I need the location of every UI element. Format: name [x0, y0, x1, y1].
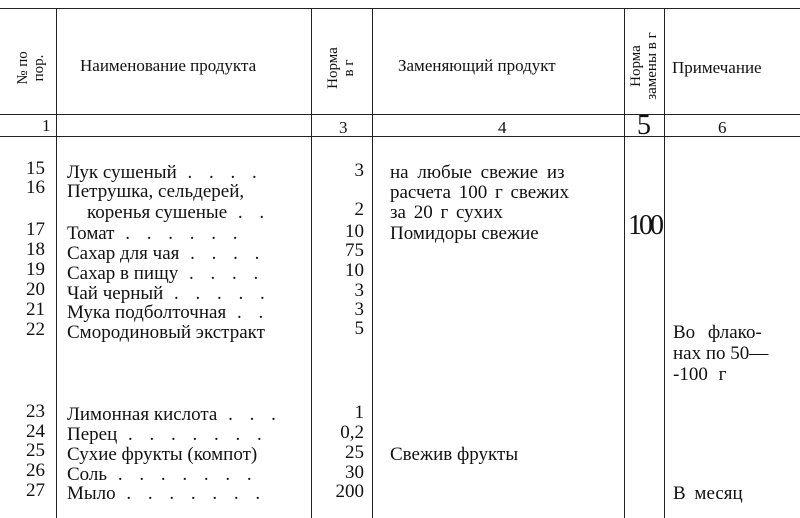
product-name: Перец . . . . . . .: [67, 424, 268, 445]
row-number: 25: [26, 440, 45, 461]
replacement-line3: за 20 г сухих: [390, 202, 503, 223]
norm-value: 5: [354, 318, 364, 339]
product-name: Сухие фрукты (компот): [67, 444, 258, 465]
norm-value: 0,2: [340, 422, 364, 443]
header-col5-line2: замены в г: [644, 32, 660, 100]
product-name: Мука подболточная . .: [67, 302, 270, 323]
product-name: Лимонная кислота . . .: [67, 404, 282, 425]
header-col1-line1: № по: [15, 51, 31, 85]
replacement-tomato: Помидоры свежие: [390, 223, 539, 244]
product-name: Петрушка, сельдерей,: [67, 181, 245, 202]
header-rule: [0, 114, 800, 115]
product-name: Лук сушеный . . . .: [67, 162, 263, 183]
header-col5-line1: Норма: [628, 45, 644, 87]
product-name: Сахар в пищу . . . .: [67, 263, 265, 284]
product-name: Чай черный . . . . .: [67, 283, 271, 304]
row-number: 17: [26, 219, 45, 240]
product-name: Смородиновый экстракт: [67, 322, 265, 343]
replacement-fruit: Свежив фрукты: [390, 444, 519, 465]
header-col3: [325, 23, 357, 113]
colnum-1: 1: [42, 116, 51, 135]
header-col1-line2: пор.: [31, 54, 47, 82]
row-number: 18: [26, 239, 45, 260]
top-rule: [0, 8, 800, 9]
header-col3-line2: в г: [341, 59, 357, 77]
norm-value: 3: [354, 299, 364, 320]
note-flask-3: -100 г: [673, 364, 727, 385]
replacement-line1: на любые свежие из: [390, 162, 565, 183]
header-col1: [15, 23, 47, 113]
row-number: 23: [26, 401, 45, 422]
row-number: 15: [26, 158, 45, 179]
row-number: 20: [26, 279, 45, 300]
note-flask-1: Во флако-: [673, 322, 762, 343]
numbers-rule: [0, 136, 800, 137]
product-name: коренья сушеные . .: [87, 202, 271, 223]
row-number: 21: [26, 299, 45, 320]
norm-value: 10: [345, 260, 364, 281]
colnum-4: 4: [498, 118, 507, 137]
note-flask-2: нах по 50—: [673, 343, 769, 364]
col-divider-4: [624, 8, 625, 518]
col-divider-5: [664, 8, 665, 518]
row-number: 16: [26, 177, 45, 198]
product-name: Томат . . . . . .: [67, 223, 244, 244]
row-number: 24: [26, 421, 45, 442]
header-col4: Заменяющий продукт: [398, 56, 556, 75]
norm-value: 1: [354, 402, 364, 423]
norm-value: 75: [345, 240, 364, 261]
header-col2: Наименование продукта: [80, 56, 257, 75]
norm-value: 3: [354, 280, 364, 301]
col-divider-1: [56, 8, 57, 518]
norm-value: 10: [345, 221, 364, 242]
header-col3-line1: Норма: [325, 47, 341, 89]
norm-value: 25: [345, 442, 364, 463]
col-divider-2: [311, 8, 312, 518]
colnum-3: 3: [339, 118, 348, 137]
replacement-norm: 100: [628, 210, 661, 241]
product-name: Соль . . . . . . .: [67, 464, 258, 485]
replacement-line2: расчета 100 г свежих: [390, 182, 570, 203]
colnum-5: 5: [637, 110, 651, 141]
product-name: Мыло . . . . . . .: [67, 483, 267, 504]
row-number: 19: [26, 259, 45, 280]
header-col6: Примечание: [672, 58, 762, 77]
norm-value: 30: [345, 462, 364, 483]
note-month: В месяц: [673, 483, 743, 504]
row-number: 27: [26, 480, 45, 501]
product-name: Сахар для чая . . . .: [67, 243, 266, 264]
header-col5: [628, 11, 660, 121]
norm-value: 200: [335, 481, 364, 502]
colnum-6: 6: [718, 118, 727, 137]
col-divider-3: [372, 8, 373, 518]
norm-value: 3: [354, 160, 364, 181]
row-number: 22: [26, 319, 45, 340]
row-number: 26: [26, 460, 45, 481]
norm-value: 2: [354, 199, 364, 220]
